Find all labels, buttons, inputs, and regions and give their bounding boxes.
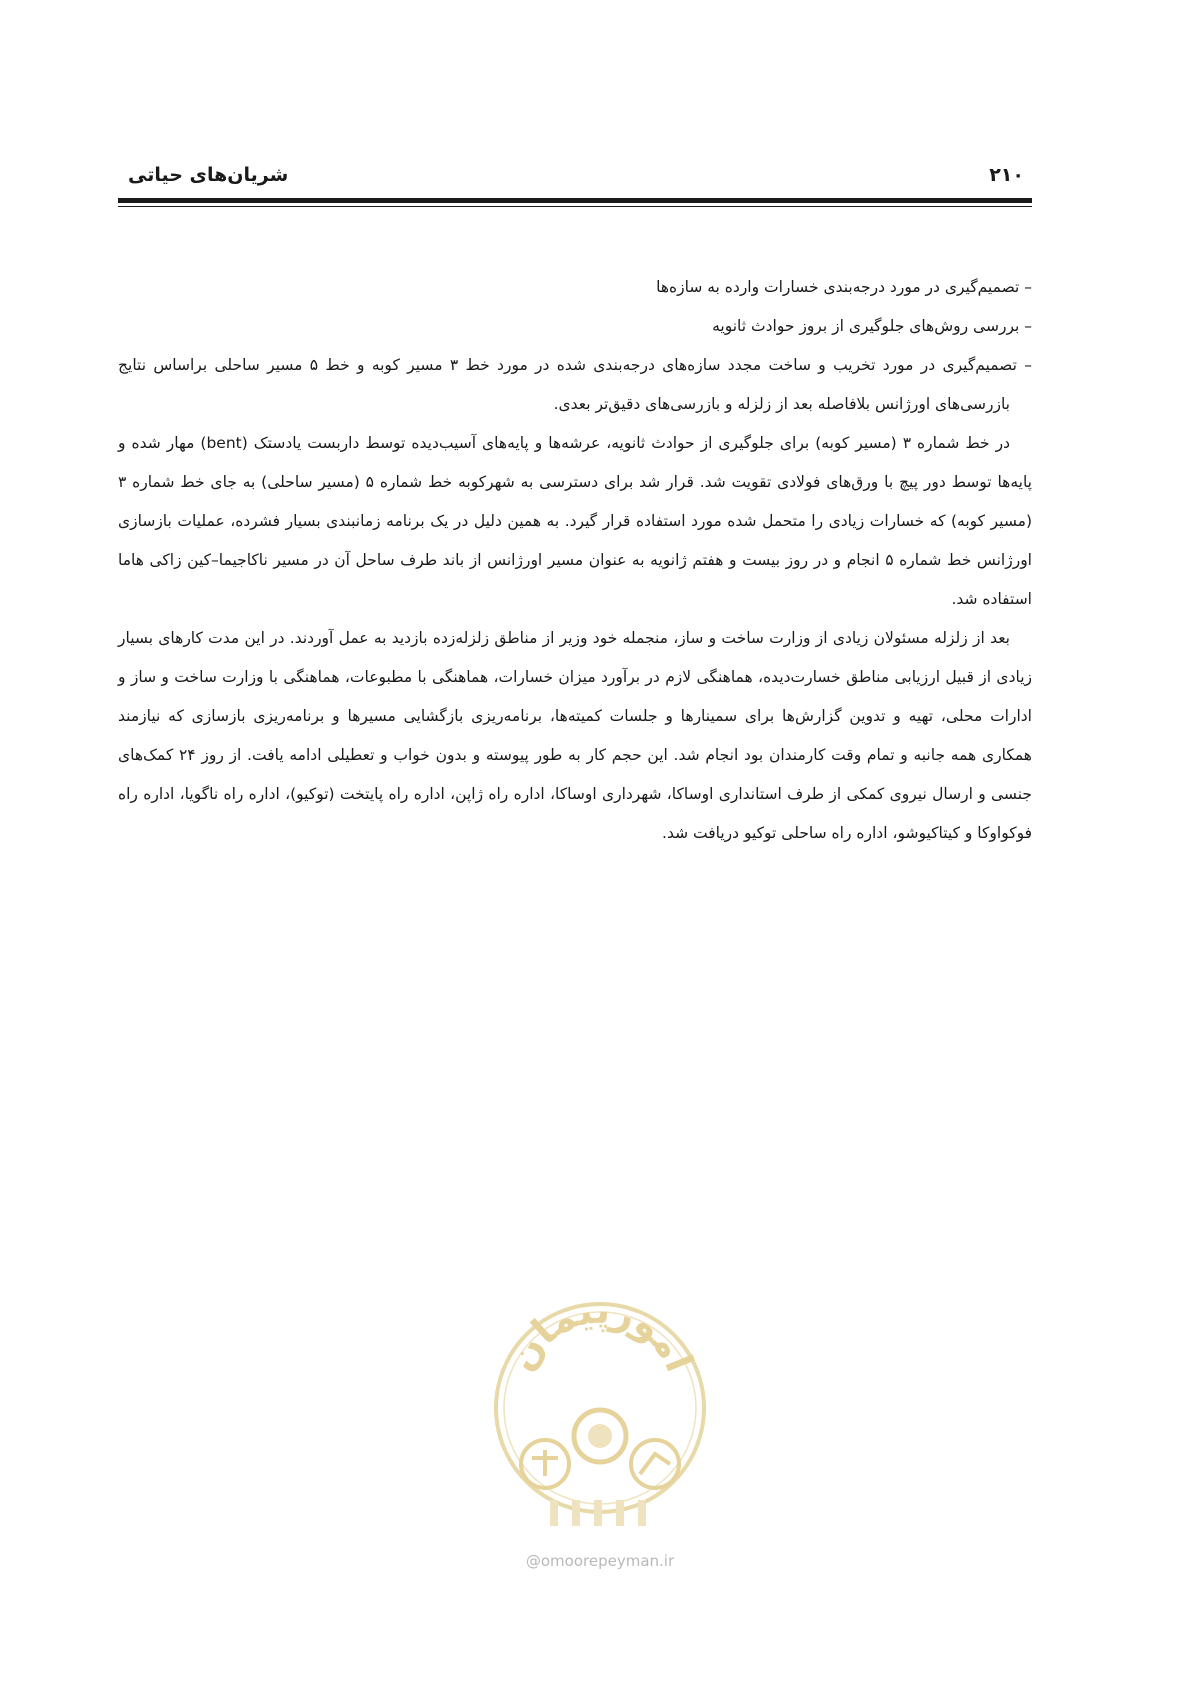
gear-icon xyxy=(574,1410,626,1462)
header-rule-thin xyxy=(118,206,1032,207)
bullet-item: – تصمیم‌گیری در مورد تخریب و ساخت مجدد سازه‌های درجه‌بندی شده در مورد خط ۳ مسیر کوبه و خط ۵ مسیر ساحلی براساس نتایج بازرسی‌های اورژانس بلافاصله بعد از زلزله و بازرسی‌های دقیق‌تر بعدی. xyxy=(118,356,1032,413)
excavator-icon xyxy=(631,1440,679,1488)
scales-icon xyxy=(521,1440,569,1488)
page-number: ۲۱۰ xyxy=(989,164,1024,186)
seal-lettering: امورپیمان xyxy=(498,1287,702,1378)
bullet-item: – بررسی روش‌های جلوگیری از بروز حوادث ثانویه xyxy=(712,317,1032,335)
bullet-item: – تصمیم‌گیری در مورد درجه‌بندی خسارات وارده به سازه‌ها xyxy=(656,278,1032,296)
body-text xyxy=(118,268,1032,853)
paragraph: در خط شماره ۳ (مسیر کوبه) برای جلوگیری از حوادث ثانویه، عرشه‌ها و پایه‌های آسیب‌دیده توسط داربست یادستک (bent) مهار شده و پایه‌ها توسط دور پیچ با ورق‌های فولادی تقویت شد. قرار شد برای دسترسی به شهرکوبه خط شماره ۵ (مسیر ساحلی) به جای خط شماره ۳ (مسیر کوبه) که خسارات زیادی را متحمل شده مورد استفاده قرار گیرد. به همین دلیل در یک برنامه زمانبندی بسیار فشرده، عملیات بازسازی اورژانس خط شماره ۵ انجام و در روز بیست و هفتم ژانویه به عنوان مسیر اورژانس از باند طرف ساحل آن در مسیر ناکاجیما–کین زاکی هاما استفاده شد. xyxy=(118,434,1032,608)
watermark-seal xyxy=(490,1268,710,1548)
watermark-url: @omoorepeyman.ir xyxy=(525,1552,675,1570)
running-header xyxy=(118,160,1032,192)
paragraph: بعد از زلزله مسئولان زیادی از وزارت ساخت و ساز، منجمله خود وزیر از مناطق زلزله‌زده بازدید به عمل آوردند. در این مدت کارهای بسیار زیادی از قبیل ارزیابی مناطق خسارت‌دیده، هماهنگی لازم در برآورد میزان خسارات، هماهنگی با مطبوعات، هماهنگی با وزارت ساخت و ساز و ادارات محلی، تهیه و تدوین گزارش‌ها برای سمینارها و جلسات کمیته‌ها، برنامه‌ریزی بازگشایی مسیرها و برنامه‌ریزی بازسازی که نیازمند همکاری همه جانبه و تمام وقت کارمندان بود انجام شد. این حجم کار به طور پیوسته و بدون خواب و تعطیلی ادامه یافت. از روز ۲۴ کمک‌های جنسی و ارسال نیروی کمکی از طرف استانداری اوساکا، شهرداری اوساکا، اداره راه ژاپن، اداره راه پایتخت (توکیو)، اداره راه ناگویا، اداره راه فوکواوکا و کیتاکیوشو، اداره راه ساحلی توکیو دریافت شد. xyxy=(118,629,1032,842)
header-rule-thick xyxy=(118,198,1032,203)
running-title: شریان‌های حیاتی xyxy=(128,164,289,186)
